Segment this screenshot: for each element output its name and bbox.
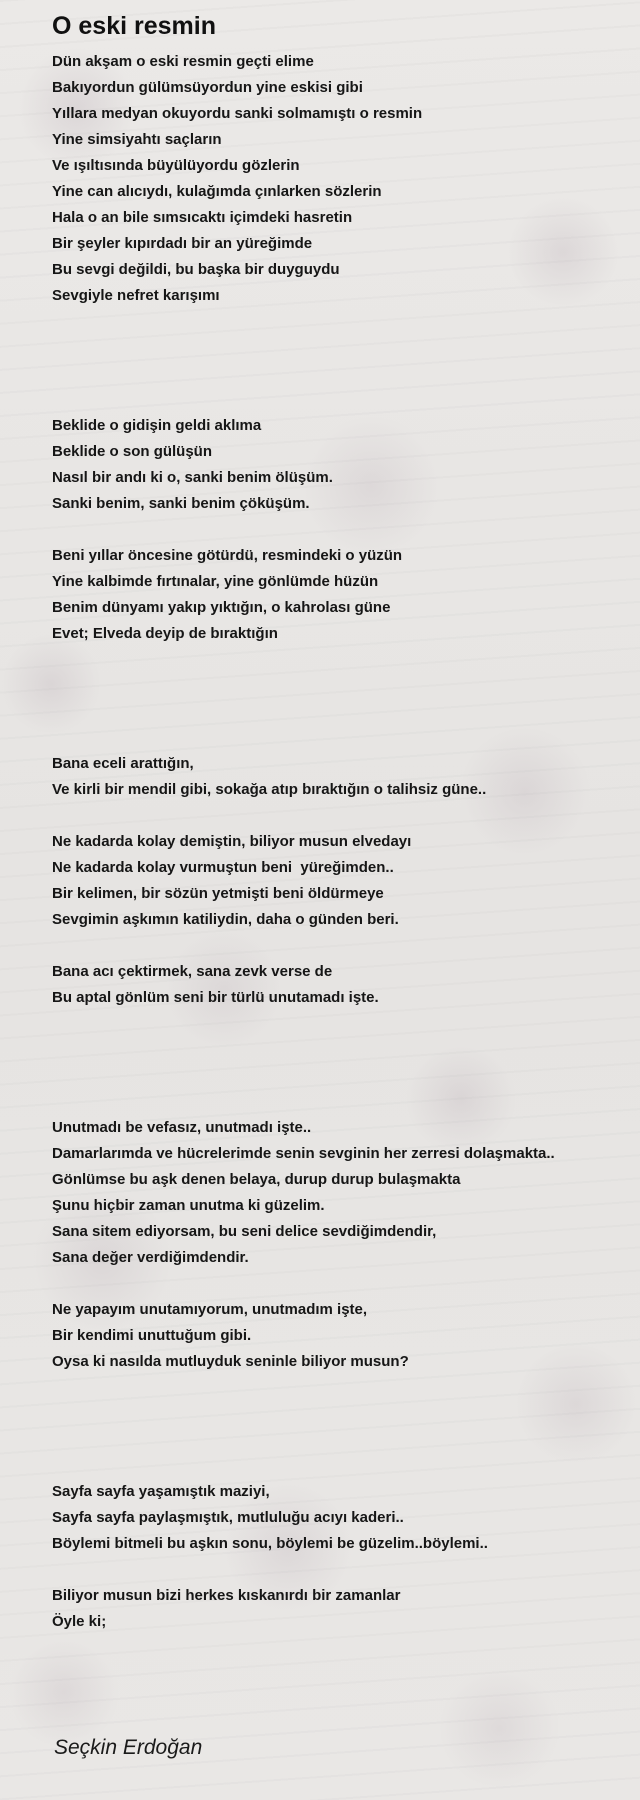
stanza-spacer	[52, 1557, 632, 1583]
poem-line: Ne kadarda kolay demiştin, biliyor musun elvedayı	[52, 833, 412, 850]
poem-line: Beklide o son gülüşün	[52, 443, 213, 460]
poem-line: Şunu hiçbir zaman unutma ki güzelim.	[52, 1197, 325, 1214]
poem-line: Ne yapayım unutamıyorum, unutmadım işte,	[52, 1301, 368, 1318]
poem-line: Öyle ki;	[52, 1613, 107, 1630]
stanza	[52, 1479, 632, 1557]
stanza	[52, 1115, 632, 1271]
stanza	[52, 829, 632, 933]
poem-line: Dün akşam o eski resmin geçti elime	[52, 53, 314, 70]
poem-line: Sana sitem ediyorsam, bu seni delice sevdiğimdendir,	[52, 1223, 437, 1240]
poem-line: Bu sevgi değildi, bu başka bir duyguydu	[52, 261, 340, 278]
poem-line: Ne kadarda kolay vurmuştun beni yüreğimden..	[52, 859, 394, 876]
stanza-spacer	[52, 1375, 632, 1479]
stanza	[52, 1583, 632, 1635]
poem-line: Sana değer verdiğimdendir.	[52, 1249, 249, 1266]
poem-line: Yine simsiyahtı saçların	[52, 131, 222, 148]
stanza-spacer	[52, 1011, 632, 1115]
stanza-spacer	[52, 309, 632, 413]
stanza	[52, 49, 632, 309]
poem-line: Yıllara medyan okuyordu sanki solmamıştı o resmin	[52, 105, 423, 122]
poem-line: Oysa ki nasılda mutluyduk seninle biliyor musun?	[52, 1353, 409, 1370]
stanza	[52, 959, 632, 1011]
poem-container	[52, 0, 632, 1635]
poem-line: Bu aptal gönlüm seni bir türlü unutamadı işte.	[52, 989, 379, 1006]
poem-line: Benim dünyamı yakıp yıktığın, o kahrolası güne	[52, 599, 391, 616]
poem-line: Bana eceli arattığın,	[52, 755, 194, 772]
poem-line: Bir şeyler kıpırdadı bir an yüreğimde	[52, 235, 313, 252]
poem-line: Sevgimin aşkımın katiliydin, daha o günden beri.	[52, 911, 399, 928]
poem-line: Böylemi bitmeli bu aşkın sonu, böylemi be güzelim..böylemi..	[52, 1535, 488, 1552]
poem-line: Biliyor musun bizi herkes kıskanırdı bir zamanlar	[52, 1587, 401, 1604]
stanza-spacer	[52, 1271, 632, 1297]
poem-line: Unutmadı be vefasız, unutmadı işte..	[52, 1119, 312, 1136]
poem-line: Damarlarımda ve hücrelerimde senin sevginin her zerresi dolaşmakta..	[52, 1145, 555, 1162]
stanza	[52, 1297, 632, 1375]
stanza	[52, 413, 632, 517]
poem-line: Sayfa sayfa yaşamıştık maziyi,	[52, 1483, 270, 1500]
poem-line: Sevgiyle nefret karışımı	[52, 287, 220, 304]
stanza	[52, 543, 632, 647]
poem-line: Bir kelimen, bir sözün yetmişti beni öldürmeye	[52, 885, 384, 902]
stanza-spacer	[52, 803, 632, 829]
stanza-spacer	[52, 933, 632, 959]
poem-line: Bakıyordun gülümsüyordun yine eskisi gibi	[52, 79, 363, 96]
poem-line: Beklide o gidişin geldi aklıma	[52, 417, 262, 434]
poem-line: Ve kirli bir mendil gibi, sokağa atıp bıraktığın o talihsiz güne..	[52, 781, 487, 798]
poem-line: Evet; Elveda deyip de bıraktığın	[52, 625, 278, 642]
poem-body	[52, 49, 632, 1635]
poem-line: Ve ışıltısında büyülüyordu gözlerin	[52, 157, 300, 174]
poem-line: Bir kendimi unuttuğum gibi.	[52, 1327, 252, 1344]
poem-line: Gönlümse bu aşk denen belaya, durup durup bulaşmakta	[52, 1171, 461, 1188]
poem-author: Seçkin Erdoğan	[54, 1736, 203, 1759]
poem-line: Yine kalbimde fırtınalar, yine gönlümde hüzün	[52, 573, 379, 590]
stanza	[52, 751, 632, 803]
stanza-spacer	[52, 647, 632, 751]
poem-line: Yine can alıcıydı, kulağımda çınlarken sözlerin	[52, 183, 382, 200]
poem-line: Bana acı çektirmek, sana zevk verse de	[52, 963, 333, 980]
stanza-spacer	[52, 517, 632, 543]
poem-title: O eski resmin	[52, 12, 216, 40]
poem-line: Sayfa sayfa paylaşmıştık, mutluluğu acıyı kaderi..	[52, 1509, 404, 1526]
poem-line: Sanki benim, sanki benim çöküşüm.	[52, 495, 310, 512]
poem-line: Nasıl bir andı ki o, sanki benim ölüşüm.	[52, 469, 333, 486]
poem-line: Hala o an bile sımsıcaktı içimdeki hasretin	[52, 209, 353, 226]
poem-line: Beni yıllar öncesine götürdü, resmindeki o yüzün	[52, 547, 403, 564]
